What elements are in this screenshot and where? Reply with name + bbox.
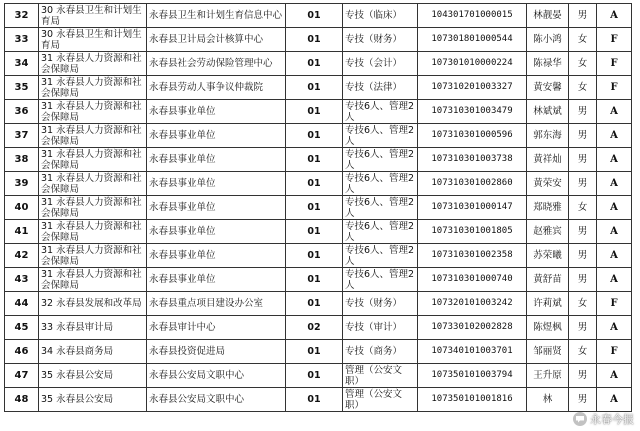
position-type-cell: 专技（商务） (343, 340, 418, 364)
seq-cell: 45 (5, 316, 39, 340)
gender-cell: 女 (569, 76, 597, 100)
gender-cell: 女 (569, 52, 597, 76)
grade-cell: A (597, 100, 632, 124)
exam-number-cell: 107330102002828 (418, 316, 527, 340)
department-cell: 31 永春县人力资源和社会保障局 (39, 244, 147, 268)
unit-cell: 永春县事业单位 (147, 100, 286, 124)
department-cell: 30 永春县卫生和计划生育局 (39, 4, 147, 28)
table-row (5, 52, 632, 76)
department-cell: 31 永春县人力资源和社会保障局 (39, 268, 147, 292)
position-code-cell: 01 (286, 124, 343, 148)
gender-cell: 女 (569, 292, 597, 316)
department-cell: 31 永春县人力资源和社会保障局 (39, 76, 147, 100)
candidate-name-cell: 林 (527, 388, 569, 412)
grade-cell: A (597, 244, 632, 268)
exam-number-cell: 107320101003242 (418, 292, 527, 316)
exam-number-cell: 107310301000147 (418, 196, 527, 220)
grade-cell: A (597, 268, 632, 292)
position-code-cell: 01 (286, 364, 343, 388)
exam-number-cell: 107310301001805 (418, 220, 527, 244)
department-cell: 31 永春县人力资源和社会保障局 (39, 196, 147, 220)
position-type-cell: 专技（临床） (343, 4, 418, 28)
position-type-cell: 管理（公安文职） (343, 388, 418, 412)
department-cell: 31 永春县人力资源和社会保障局 (39, 52, 147, 76)
position-code-cell: 01 (286, 268, 343, 292)
exam-number-cell: 107301801000544 (418, 28, 527, 52)
position-type-cell: 专技6人、管理2人 (343, 124, 418, 148)
candidate-name-cell: 林靓晏 (527, 4, 569, 28)
department-cell: 34 永春县商务局 (39, 340, 147, 364)
table-row (5, 28, 632, 52)
gender-cell: 女 (569, 196, 597, 220)
position-type-cell: 专技6人、管理2人 (343, 268, 418, 292)
seq-cell: 40 (5, 196, 39, 220)
position-type-cell: 专技6人、管理2人 (343, 148, 418, 172)
candidate-name-cell: 黄荣安 (527, 172, 569, 196)
results-table (4, 3, 632, 412)
seq-cell: 41 (5, 220, 39, 244)
seq-cell: 43 (5, 268, 39, 292)
unit-cell: 永春县事业单位 (147, 220, 286, 244)
department-cell: 33 永春县审计局 (39, 316, 147, 340)
unit-cell: 永春县公安局文职中心 (147, 388, 286, 412)
department-cell: 31 永春县人力资源和社会保障局 (39, 100, 147, 124)
unit-cell: 永春县审计中心 (147, 316, 286, 340)
grade-cell: F (597, 292, 632, 316)
table-row (5, 196, 632, 220)
department-cell: 31 永春县人力资源和社会保障局 (39, 148, 147, 172)
candidate-name-cell: 许莉斌 (527, 292, 569, 316)
grade-cell: A (597, 388, 632, 412)
gender-cell: 男 (569, 172, 597, 196)
position-type-cell: 专技6人、管理2人 (343, 172, 418, 196)
position-code-cell: 01 (286, 4, 343, 28)
table-row (5, 316, 632, 340)
position-code-cell: 01 (286, 100, 343, 124)
gender-cell: 男 (569, 244, 597, 268)
position-type-cell: 专技（审计） (343, 316, 418, 340)
department-cell: 30 永春县卫生和计划生育局 (39, 28, 147, 52)
gender-cell: 男 (569, 316, 597, 340)
table-row (5, 100, 632, 124)
exam-number-cell: 107310301002860 (418, 172, 527, 196)
position-type-cell: 管理（公安文职） (343, 364, 418, 388)
table-row (5, 268, 632, 292)
candidate-name-cell: 林斌斌 (527, 100, 569, 124)
unit-cell: 永春县卫计局会计核算中心 (147, 28, 286, 52)
candidate-name-cell: 郭东海 (527, 124, 569, 148)
exam-number-cell: 107310301003479 (418, 100, 527, 124)
gender-cell: 男 (569, 364, 597, 388)
chat-bubble-icon (573, 412, 587, 426)
table-row (5, 4, 632, 28)
seq-cell: 34 (5, 52, 39, 76)
position-type-cell: 专技（财务） (343, 28, 418, 52)
unit-cell: 永春县投资促进局 (147, 340, 286, 364)
exam-number-cell: 104301701000015 (418, 4, 527, 28)
gender-cell: 女 (569, 28, 597, 52)
seq-cell: 39 (5, 172, 39, 196)
gender-cell: 男 (569, 4, 597, 28)
table-row (5, 220, 632, 244)
grade-cell: F (597, 340, 632, 364)
position-code-cell: 01 (286, 52, 343, 76)
grade-cell: A (597, 220, 632, 244)
table-row (5, 148, 632, 172)
position-type-cell: 专技6人、管理2人 (343, 100, 418, 124)
position-code-cell: 01 (286, 28, 343, 52)
grade-cell: A (597, 148, 632, 172)
seq-cell: 37 (5, 124, 39, 148)
unit-cell: 永春县事业单位 (147, 268, 286, 292)
grade-cell: A (597, 316, 632, 340)
exam-number-cell: 107310301000740 (418, 268, 527, 292)
seq-cell: 42 (5, 244, 39, 268)
department-cell: 32 永春县发展和改革局 (39, 292, 147, 316)
candidate-name-cell: 郑晓雅 (527, 196, 569, 220)
position-code-cell: 01 (286, 292, 343, 316)
grade-cell: A (597, 124, 632, 148)
position-code-cell: 01 (286, 340, 343, 364)
exam-number-cell: 107350101001816 (418, 388, 527, 412)
position-type-cell: 专技6人、管理2人 (343, 244, 418, 268)
grade-cell: F (597, 28, 632, 52)
table-row (5, 364, 632, 388)
candidate-name-cell: 苏荣曦 (527, 244, 569, 268)
watermark (573, 411, 634, 427)
position-code-cell: 01 (286, 244, 343, 268)
position-type-cell: 专技6人、管理2人 (343, 220, 418, 244)
exam-number-cell: 107350101003794 (418, 364, 527, 388)
gender-cell: 男 (569, 100, 597, 124)
unit-cell: 永春县劳动人事争议仲裁院 (147, 76, 286, 100)
grade-cell: A (597, 364, 632, 388)
exam-number-cell: 107340101003701 (418, 340, 527, 364)
position-code-cell: 01 (286, 148, 343, 172)
position-code-cell: 02 (286, 316, 343, 340)
seq-cell: 48 (5, 388, 39, 412)
department-cell: 35 永春县公安局 (39, 388, 147, 412)
candidate-name-cell: 赵雅宾 (527, 220, 569, 244)
seq-cell: 35 (5, 76, 39, 100)
position-code-cell: 01 (286, 388, 343, 412)
exam-number-cell: 107310201003327 (418, 76, 527, 100)
grade-cell: A (597, 4, 632, 28)
unit-cell: 永春县社会劳动保险管理中心 (147, 52, 286, 76)
position-code-cell: 01 (286, 196, 343, 220)
seq-cell: 46 (5, 340, 39, 364)
gender-cell: 女 (569, 340, 597, 364)
table-row (5, 124, 632, 148)
grade-cell: F (597, 76, 632, 100)
seq-cell: 32 (5, 4, 39, 28)
seq-cell: 36 (5, 100, 39, 124)
unit-cell: 永春县事业单位 (147, 244, 286, 268)
grade-cell: A (597, 196, 632, 220)
position-type-cell: 专技（财务） (343, 292, 418, 316)
candidate-name-cell: 黄祥灿 (527, 148, 569, 172)
position-code-cell: 01 (286, 172, 343, 196)
unit-cell: 永春县事业单位 (147, 124, 286, 148)
gender-cell: 男 (569, 124, 597, 148)
unit-cell: 永春县事业单位 (147, 148, 286, 172)
exam-number-cell: 107301010000224 (418, 52, 527, 76)
table-row (5, 292, 632, 316)
unit-cell: 永春县卫生和计划生育信息中心 (147, 4, 286, 28)
table-row (5, 172, 632, 196)
position-type-cell: 专技（会计） (343, 52, 418, 76)
seq-cell: 33 (5, 28, 39, 52)
exam-number-cell: 107310301003738 (418, 148, 527, 172)
position-code-cell: 01 (286, 76, 343, 100)
candidate-name-cell: 陈禄华 (527, 52, 569, 76)
department-cell: 35 永春县公安局 (39, 364, 147, 388)
unit-cell: 永春县事业单位 (147, 196, 286, 220)
table-row (5, 244, 632, 268)
unit-cell: 永春县公安局文职中心 (147, 364, 286, 388)
gender-cell: 男 (569, 268, 597, 292)
seq-cell: 44 (5, 292, 39, 316)
candidate-name-cell: 陈煜枫 (527, 316, 569, 340)
seq-cell: 38 (5, 148, 39, 172)
department-cell: 31 永春县人力资源和社会保障局 (39, 124, 147, 148)
department-cell: 31 永春县人力资源和社会保障局 (39, 172, 147, 196)
watermark-text: 永春今报 (590, 413, 634, 426)
table-row (5, 388, 632, 412)
unit-cell: 永春县事业单位 (147, 172, 286, 196)
exam-number-cell: 107310301000596 (418, 124, 527, 148)
candidate-name-cell: 王升原 (527, 364, 569, 388)
gender-cell: 男 (569, 220, 597, 244)
position-code-cell: 01 (286, 220, 343, 244)
candidate-name-cell: 黄安馨 (527, 76, 569, 100)
position-type-cell: 专技（法律） (343, 76, 418, 100)
candidate-name-cell: 邹丽贤 (527, 340, 569, 364)
candidate-name-cell: 黄舒苗 (527, 268, 569, 292)
seq-cell: 47 (5, 364, 39, 388)
gender-cell: 男 (569, 388, 597, 412)
position-type-cell: 专技6人、管理2人 (343, 196, 418, 220)
table-row (5, 76, 632, 100)
candidate-name-cell: 陈小鸿 (527, 28, 569, 52)
grade-cell: F (597, 52, 632, 76)
table-row (5, 340, 632, 364)
unit-cell: 永春县重点项目建设办公室 (147, 292, 286, 316)
exam-number-cell: 107310301002358 (418, 244, 527, 268)
department-cell: 31 永春县人力资源和社会保障局 (39, 220, 147, 244)
gender-cell: 男 (569, 148, 597, 172)
grade-cell: A (597, 172, 632, 196)
